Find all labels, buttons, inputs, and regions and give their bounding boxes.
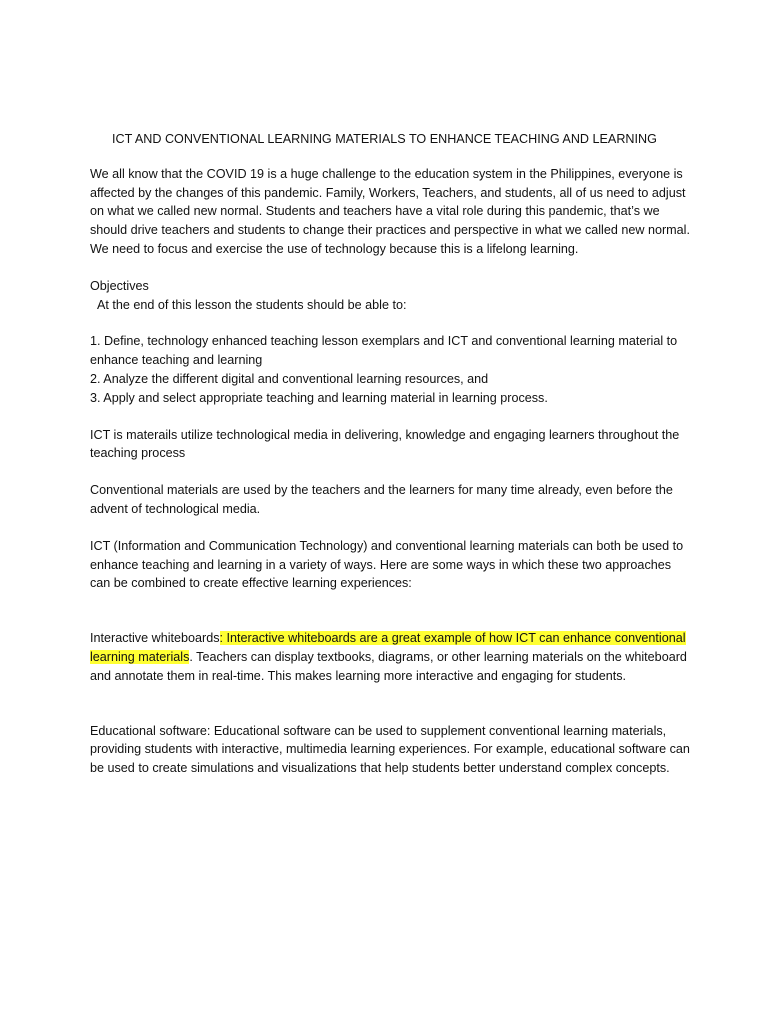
intro-paragraph: We all know that the COVID 19 is a huge challenge to the education system in the Philippines, everyone is affected by the changes of this pandemic. Family, Workers, Teachers, and students, all of us need to adjust on what we called new normal. Students and teachers have a vital role during this pandemic, that’s we should drive teachers and students to change their practices and perspective in what we called new normal. We need to focus and exercise the use of technology because this is a lifelong learning.: [90, 166, 690, 256]
conventional-definition-paragraph: Conventional materials are used by the teachers and the learners for many time already, even before the advent of technological media.: [90, 483, 673, 516]
highlighted-text: : Interactive whiteboards are a great example of how ICT can enhance conventional learning materials: [90, 631, 686, 664]
whiteboards-paragraph: [90, 629, 690, 685]
whiteboards-rest: . Teachers can display textbooks, diagrams, or other learning materials on the whiteboard and annotate them in real-time. This makes learning more interactive and engaging for students.: [90, 649, 687, 683]
ict-definition-paragraph: ICT is materails utilize technological media in delivering, knowledge and engaging learners throughout the teaching process: [90, 427, 680, 461]
document-body: [90, 130, 690, 778]
objectives-intro: At the end of this lesson the students should be able to:: [97, 297, 407, 312]
objective-item-1: 1. Define, technology enhanced teaching lesson exemplars and ICT and conventional learning material to enhance teaching and learning: [90, 334, 678, 368]
objective-item-3: 3. Apply and select appropriate teaching and learning material in learning process.: [90, 390, 548, 405]
objective-item-2: 2. Analyze the different digital and conventional learning resources, and: [90, 371, 489, 386]
combination-intro-paragraph: ICT (Information and Communication Technology) and conventional learning materials can both be used to enhance teaching and learning in a variety of ways. Here are some ways in which these two approaches can be combined to create effective learning experiences:: [90, 538, 684, 591]
software-paragraph: Educational software: Educational software can be used to supplement conventional learning materials, providing students with interactive, multimedia learning experiences. For example, educational software can be used to create simulations and visualizations that help students better understand complex concepts.: [90, 723, 690, 776]
objectives-heading: Objectives: [90, 278, 149, 293]
objectives-list: [90, 332, 690, 407]
whiteboards-label: Interactive whiteboards: [90, 631, 220, 646]
document-title: ICT AND CONVENTIONAL LEARNING MATERIALS TO ENHANCE TEACHING AND LEARNING: [112, 132, 657, 146]
